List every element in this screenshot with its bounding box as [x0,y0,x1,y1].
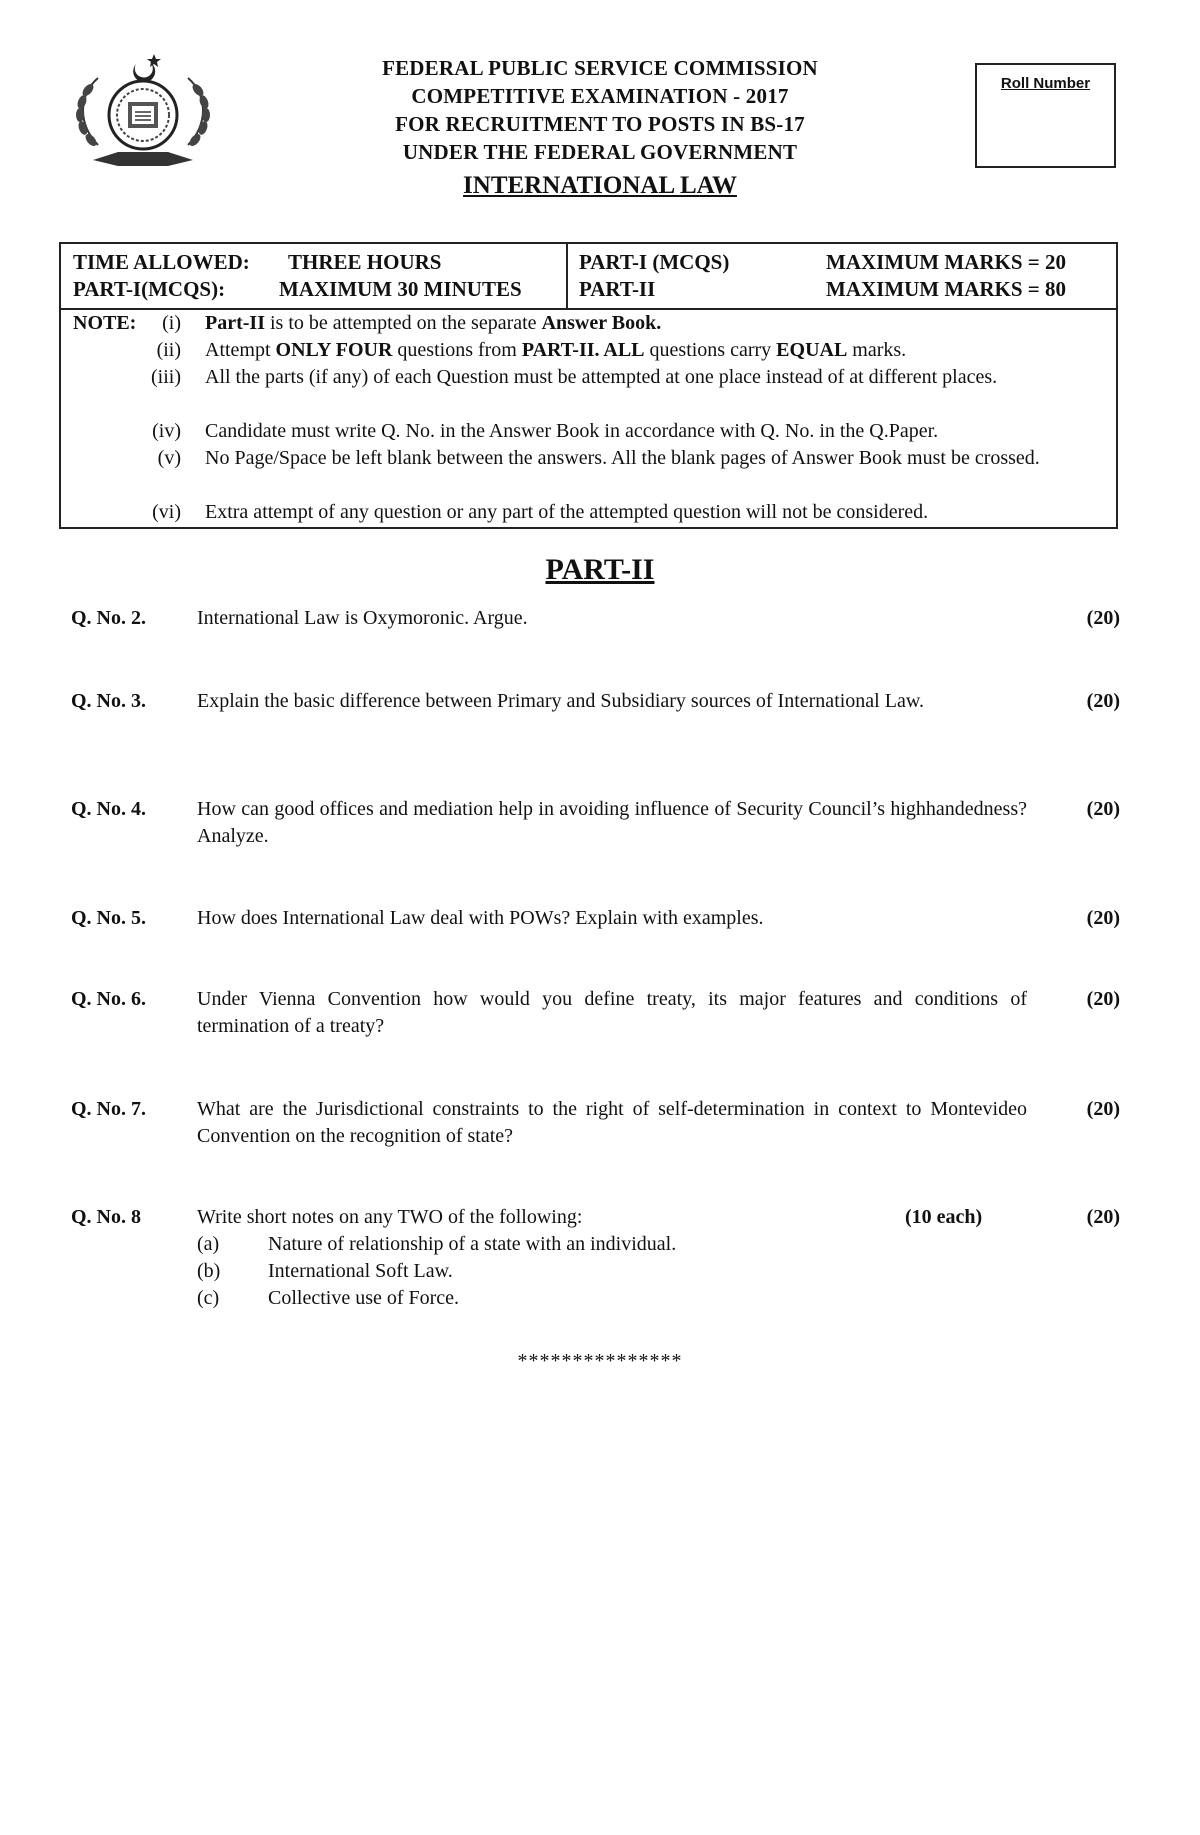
header-line-exam: COMPETITIVE EXAMINATION - 2017 [411,84,789,108]
question-marks: (20) [1086,798,1120,820]
note-text: No Page/Space be left blank between the answers. All the blank pages of Answer Book must be crossed. [205,447,1040,469]
question-number: Q. No. 8 [71,1206,141,1228]
question-number: Q. No. 3. [71,690,146,712]
time-allowed-value: THREE HOURS [288,250,442,274]
question-text: International Law is Oxymoronic. Argue. [197,607,528,629]
note-number: (v) [157,447,181,469]
exam-info-table [59,242,1118,529]
question-number: Q. No. 5. [71,907,146,929]
question-marks: (20) [1086,1206,1120,1228]
time-allowed-label: TIME ALLOWED: [73,250,250,274]
part-title: PART-II [545,553,655,586]
subpart-text: International Soft Law. [268,1260,453,1282]
note-number: (iv) [152,420,181,442]
subject-title: INTERNATIONAL LAW [463,172,737,199]
time-cell [61,244,568,308]
note-number: (ii) [156,339,181,361]
subpart-text: Nature of relationship of a state with an individual. [268,1233,677,1255]
question-text: What are the Jurisdictional constraints to the right of self-determination in context to Montevideo Convention on the recognition of state? [197,1098,1027,1147]
header-line-government: UNDER THE FEDERAL GOVERNMENT [402,140,798,164]
part2-marks: MAXIMUM MARKS = 80 [826,277,1067,301]
mcq-time-label: PART-I(MCQS): [73,277,226,301]
question-marks: (20) [1086,1098,1120,1120]
question-number: Q. No. 2. [71,607,146,629]
subpart-label: (a) [197,1233,220,1255]
note-number: (iii) [151,366,181,388]
time-marks-row [61,244,1116,310]
question-number: Q. No. 4. [71,798,146,820]
exam-header [320,54,880,166]
note-label: NOTE: [73,312,137,334]
question-text: Explain the basic difference between Primary and Subsidiary sources of International Law. [197,690,924,712]
subpart-label: (b) [197,1260,221,1282]
fpsc-emblem-icon [58,50,228,180]
header-line-recruitment: FOR RECRUITMENT TO POSTS IN BS-17 [395,112,805,136]
part2-label: PART-II [579,277,656,301]
part1-label: PART-I (MCQS) [579,250,730,274]
question-marks: (20) [1086,690,1120,712]
note-text: All the parts (if any) of each Question must be attempted at one place instead of at different places. [205,366,998,388]
note-text: Extra attempt of any question or any part of the attempted question will not be considered. [205,501,929,523]
subpart-label: (c) [197,1287,220,1309]
note-number: (vi) [152,501,181,523]
roll-number-label: Roll Number [1000,75,1091,92]
question-text: Write short notes on any TWO of the following: [197,1206,583,1228]
part1-marks: MAXIMUM MARKS = 20 [826,250,1067,274]
header-line-commission: FEDERAL PUBLIC SERVICE COMMISSION [382,56,818,80]
question-each-marks: (10 each) [905,1206,983,1228]
question-marks: (20) [1086,607,1120,629]
roll-number-box[interactable] [975,63,1116,168]
question-text: How can good offices and mediation help in avoiding influence of Security Council’s highhandedness? Analyze. [197,798,1027,847]
question-number: Q. No. 6. [71,988,146,1010]
question-number: Q. No. 7. [71,1098,146,1120]
end-marker: *************** [517,1350,683,1372]
question-marks: (20) [1086,907,1120,929]
subpart-text: Collective use of Force. [268,1287,460,1309]
note-text: Attempt ONLY FOUR questions from PART-II. ALL questions carry EQUAL marks. [205,339,907,361]
note-number: (i) [162,312,181,334]
note-text: Part-II is to be attempted on the separate Answer Book. [205,312,662,334]
question-text: Under Vienna Convention how would you define treaty, its major features and conditions of termination of a treaty? [197,988,1027,1037]
mcq-time-value: MAXIMUM 30 MINUTES [279,277,522,301]
question-text: How does International Law deal with POWs? Explain with examples. [197,907,764,929]
question-marks: (20) [1086,988,1120,1010]
note-text: Candidate must write Q. No. in the Answer Book in accordance with Q. No. in the Q.Paper. [205,420,939,442]
